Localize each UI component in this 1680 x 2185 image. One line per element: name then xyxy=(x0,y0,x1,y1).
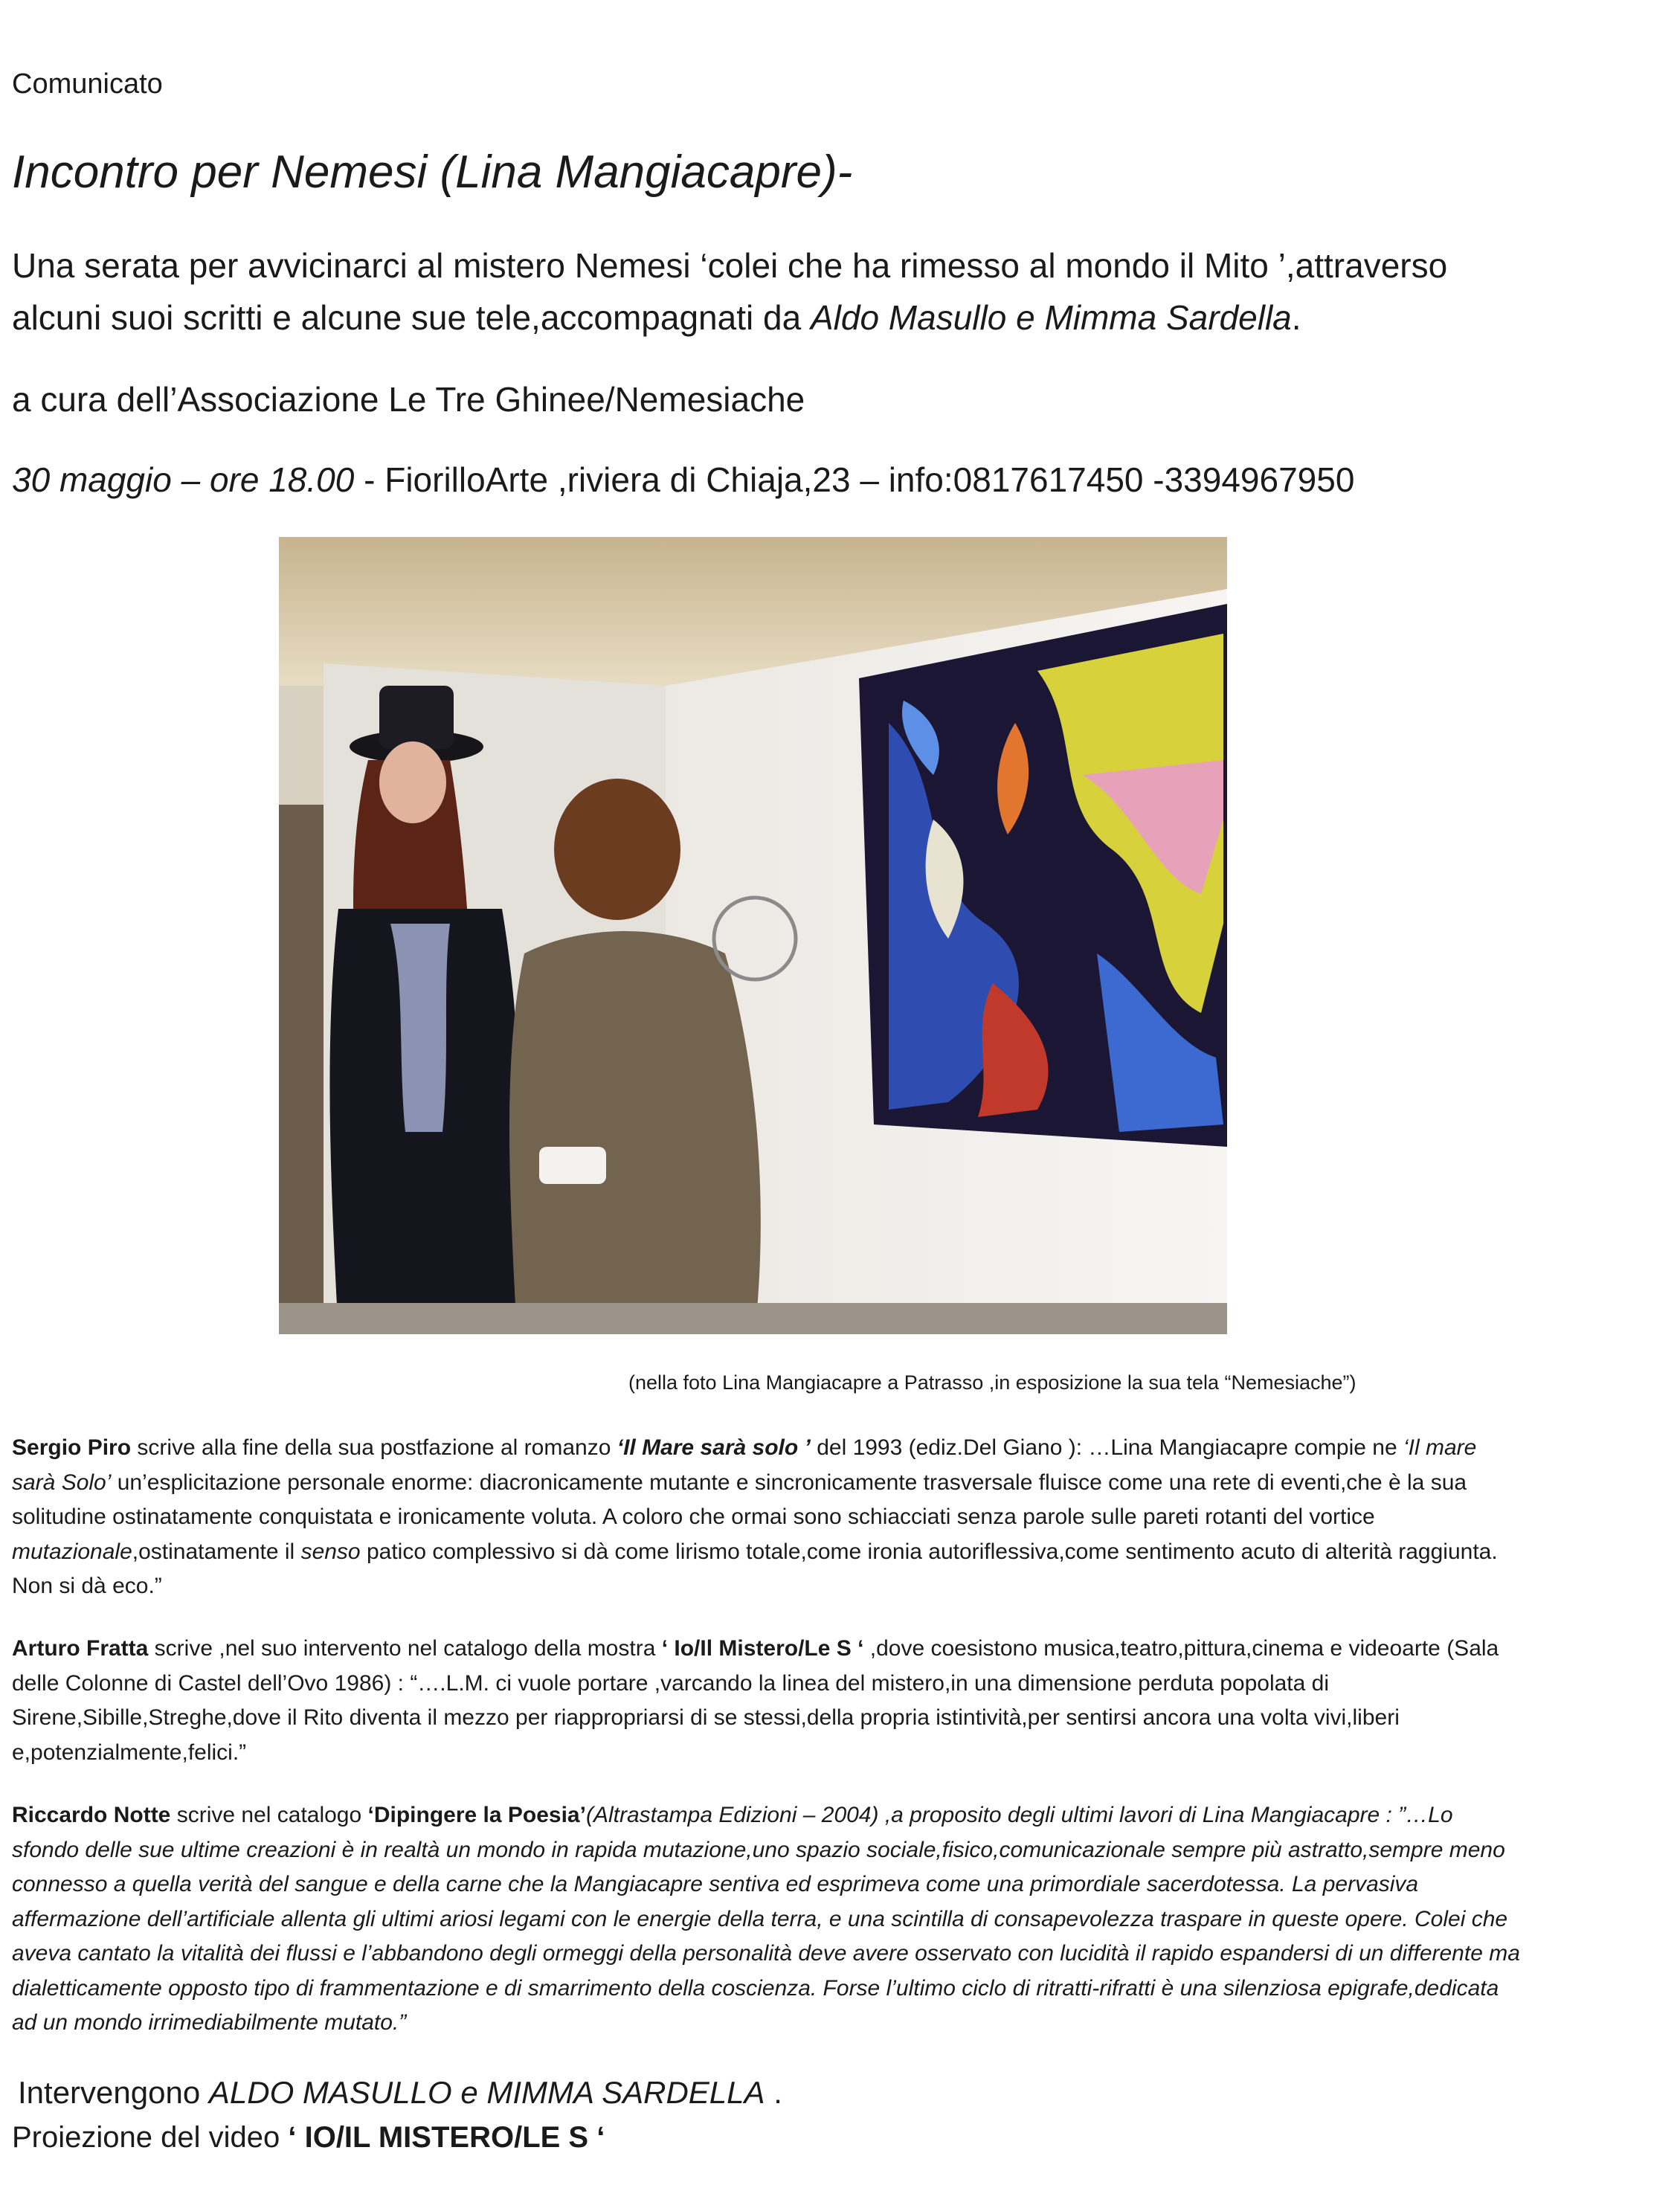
quote-arturo-fratta xyxy=(12,1632,1522,1770)
exhibition-title: ‘ Io/Il Mistero/Le S ‘ xyxy=(661,1636,864,1661)
quote-text: ,dove coesistono musica,teatro,pittura,cinema e videoarte (Sala delle Colonne di Castel dell’Ovo 1986) : “….L.M. ci vuole portare ,varcando la linea del mistero,in una dimensione perduta popolata di Sirene,Sibille,Streghe,dove il Rito diventa il mezzo per riappropriarsi di se stessi,della propria istintività,per sentirsi ancora una volta vivi,liberi e,potenzialmente,felici.” xyxy=(12,1636,1499,1765)
photo-illustration xyxy=(279,537,1227,1334)
quote-text: patico complessivo si dà come lirismo totale,come ironia autoriflessiva,come sentimento acuto di alterità raggiunta. Non si dà eco.” xyxy=(12,1539,1498,1598)
quote-author: Riccardo Notte xyxy=(12,1803,171,1827)
video-line xyxy=(12,2121,605,2155)
catalog-title: ‘Dipingere la Poesia’ xyxy=(367,1803,586,1827)
quote-author: Sergio Piro xyxy=(12,1435,132,1460)
quote-italic: mutazionale xyxy=(12,1539,132,1564)
quote-author: Arturo Fratta xyxy=(12,1636,149,1661)
organizer-line: a cura dell’Associazione Le Tre Ghinee/Nemesiache xyxy=(12,380,805,419)
photo-caption: (nella foto Lina Mangiacapre a Patrasso ,in esposizione la sua tela “Nemesiache”) xyxy=(628,1371,1356,1394)
book-title: ‘Il Mare sarà solo ’ xyxy=(617,1435,811,1460)
quote-text: ,ostinatamente il xyxy=(132,1539,301,1564)
speakers-line xyxy=(18,2075,782,2111)
event-photo xyxy=(279,537,1227,1334)
document-label: Comunicato xyxy=(12,68,163,100)
quote-italic: senso xyxy=(300,1539,361,1564)
quote-riccardo-notte xyxy=(12,1798,1522,2041)
speakers-names: ALDO MASULLO e MIMMA SARDELLA xyxy=(208,2075,765,2110)
quote-text: scrive ,nel suo intervento nel catalogo della mostra xyxy=(148,1636,662,1661)
guests-names: Aldo Masullo e Mimma Sardella xyxy=(810,298,1292,337)
quote-sergio-piro xyxy=(12,1431,1522,1604)
video-title: ‘ IO/IL MISTERO/LE S ‘ xyxy=(288,2121,605,2154)
speakers-end: . xyxy=(765,2075,782,2110)
video-label: Proiezione del video xyxy=(12,2121,289,2154)
quote-text: un’esplicitazione personale enorme: diacronicamente mutante e sincronicamente trasversale fluisce come una rete di eventi,che è la sua solitudine ostinatamente conquistata e ironicamente voluta. A coloro che ormai sono schiacciati senza parole sulle pareti rotanti del vortice xyxy=(12,1470,1467,1529)
book-title-2: ‘Il mare sarà Solo’ xyxy=(12,1435,1477,1495)
intro-end: . xyxy=(1291,298,1301,337)
quote-italic-body: (Altrastampa Edizioni – 2004) ,a proposito degli ultimi lavori di Lina Mangiacapre : ”…Lo sfondo delle sue ultime creazioni è in realtà un mondo in rapida mutazione,uno spazio sociale,fisico,comunicazionale sempre più astratto,sempre meno connesso a quella verità del sangue e della carne che la Mangiacapre sentiva ed esprimeva come una primordiale sacerdotessa. La pervasiva affermazione dell’artificiale allenta gli ultimi ariosi legami con le energie della terra, e una scintilla di consapevolezza traspare in queste opere. Colei che aveva cantato la vitalità dei flussi e l’abbandono degli ormeggi della personalità deve avere osservato con lucidità il rapido espandersi di un differente ma dialetticamente opposto tipo di frammentazione e di smarrimento della coscienza. Forse l’ultimo ciclo di ritratti-rifratti è una silenziosa epigrafe,dedicata ad un mondo irrimediabilmente mutato.” xyxy=(12,1803,1520,2035)
intro-paragraph xyxy=(12,239,1574,344)
intro-line-2: alcuni suoi scritti e alcune sue tele,accompagnati da xyxy=(12,298,811,337)
quote-text: scrive nel catalogo xyxy=(170,1803,368,1827)
speakers-label: Intervengono xyxy=(18,2075,209,2110)
intro-line-1: Una serata per avvicinarci al mistero Nemesi ‘colei che ha rimesso al mondo il Mito ’,attraverso xyxy=(12,246,1448,285)
event-date-time: 30 maggio – ore 18.00 xyxy=(12,460,355,499)
painting-nemesiache xyxy=(859,604,1227,1147)
quote-text: del 1993 (ediz.Del Giano ): …Lina Mangiacapre compie ne xyxy=(810,1435,1403,1460)
event-place-info: - FiorilloArte ,riviera di Chiaja,23 – info:0817617450 -3394967950 xyxy=(354,460,1355,499)
quote-text: scrive alla fine della sua postfazione al romanzo xyxy=(131,1435,617,1460)
page-title: Incontro per Nemesi (Lina Mangiacapre)- xyxy=(12,147,853,198)
event-details xyxy=(12,460,1354,500)
